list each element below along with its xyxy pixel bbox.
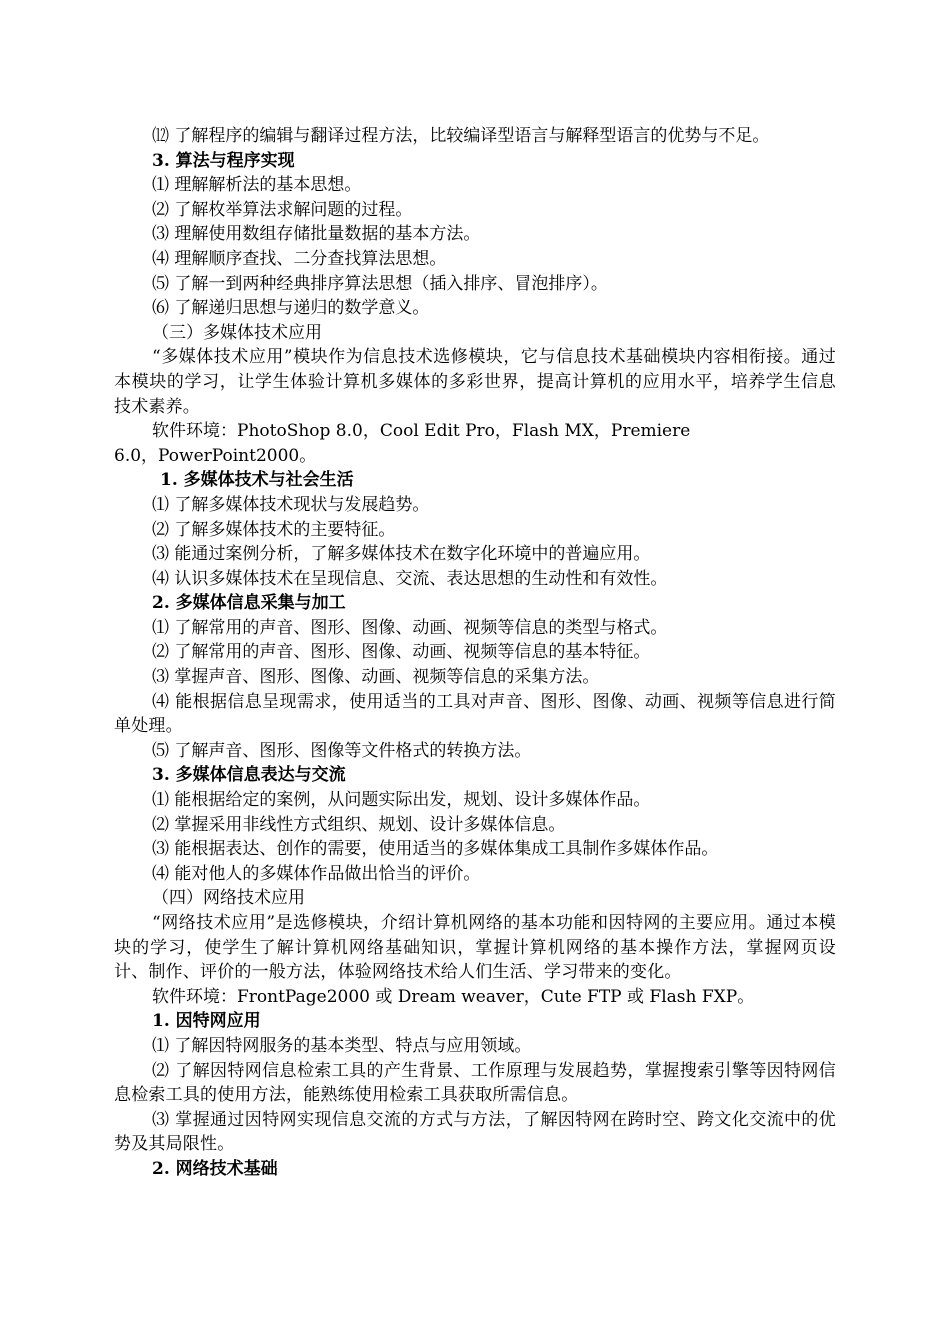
list-item: ⑵ 了解常用的声音、图形、图像、动画、视频等信息的基本特征。: [152, 642, 651, 663]
list-item: ⑷ 认识多媒体技术在呈现信息、交流、表达思想的生动性和有效性。: [152, 568, 668, 589]
list-item: ⑴ 了解因特网服务的基本类型、特点与应用领域。: [152, 1035, 532, 1056]
list-item: ⑶ 能通过案例分析，了解多媒体技术在数字化环境中的普遍应用。: [152, 544, 651, 565]
software-environment: 软件环境：FrontPage2000 或 Dream weaver，Cute FTP 或 Flash FXP。: [152, 986, 755, 1007]
section-heading: 2. 多媒体信息采集与加工: [152, 593, 346, 614]
list-item: ⑴ 理解解析法的基本思想。: [152, 175, 362, 196]
list-item: ⑸ 了解声音、图形、图像等文件格式的转换方法。: [152, 740, 532, 761]
list-item: ⑴ 能根据给定的案例，从问题实际出发，规划、设计多媒体作品。: [152, 790, 651, 811]
list-item: ⑷ 理解顺序查找、二分查找算法思想。: [152, 248, 447, 269]
paragraph: “多媒体技术应用”模块作为信息技术选修模块，它与信息技术基础模块内容相衔接。通过本模块的学习，让学生体验计算机多媒体的多彩世界，提高计算机的应用水平，培养学生信息技术素养。: [114, 347, 836, 417]
section-heading: 3. 多媒体信息表达与交流: [152, 765, 346, 786]
section-heading: 2. 网络技术基础: [152, 1158, 278, 1179]
section-heading: 3. 算法与程序实现: [152, 150, 295, 171]
list-item: ⑵ 了解枚举算法求解问题的过程。: [152, 199, 413, 220]
list-item: ⑸ 了解一到两种经典排序算法思想（插入排序、冒泡排序）。: [152, 273, 608, 294]
list-item: ⑶ 掌握声音、图形、图像、动画、视频等信息的采集方法。: [152, 667, 600, 688]
list-item: ⑴ 了解常用的声音、图形、图像、动画、视频等信息的类型与格式。: [152, 617, 668, 638]
list-item: ⑵ 了解多媒体技术的主要特征。: [152, 519, 396, 540]
list-item: ⑵ 掌握采用非线性方式组织、规划、设计多媒体信息。: [152, 814, 566, 835]
list-item: ⑹ 了解递归思想与递归的数学意义。: [152, 298, 430, 319]
section-heading: 1. 多媒体技术与社会生活: [160, 470, 354, 491]
list-item: ⑶ 理解使用数组存储批量数据的基本方法。: [152, 224, 481, 245]
list-item: ⑶ 能根据表达、创作的需要，使用适当的多媒体集成工具制作多媒体作品。: [152, 839, 719, 860]
software-environment-continued: 6.0，PowerPoint2000。: [114, 445, 317, 466]
list-item: ⑷ 能对他人的多媒体作品做出恰当的评价。: [152, 863, 481, 884]
chapter-heading: （四）网络技术应用: [152, 888, 305, 909]
section-heading: 1. 因特网应用: [152, 1011, 261, 1032]
paragraph: “网络技术应用”是选修模块，介绍计算机网络的基本功能和因特网的主要应用。通过本模块的学习，使学生了解计算机网络基础知识，掌握计算机网络的基本操作方法，掌握网页设计、制作、评价的一般方法，体验网络技术给人们生活、学习带来的变化。: [114, 913, 836, 983]
list-item: ⑴ 了解多媒体技术现状与发展趋势。: [152, 494, 430, 515]
list-item: ⑷ 能根据信息呈现需求，使用适当的工具对声音、图形、图像、动画、视频等信息进行简单处理。: [114, 691, 836, 737]
list-item: ⑵ 了解因特网信息检索工具的产生背景、工作原理与发展趋势，掌握搜索引擎等因特网信息检索工具的使用方法，能熟练使用检索工具获取所需信息。: [114, 1060, 836, 1106]
document-page: [114, 124, 836, 1182]
chapter-heading: （三）多媒体技术应用: [152, 322, 322, 343]
list-item: ⑿ 了解程序的编辑与翻译过程方法，比较编译型语言与解释型语言的优势与不足。: [152, 126, 770, 146]
software-environment: 软件环境：PhotoShop 8.0，Cool Edit Pro，Flash MX，Premiere: [152, 421, 691, 442]
list-item: ⑶ 掌握通过因特网实现信息交流的方式与方法，了解因特网在跨时空、跨文化交流中的优势及其局限性。: [114, 1109, 836, 1155]
